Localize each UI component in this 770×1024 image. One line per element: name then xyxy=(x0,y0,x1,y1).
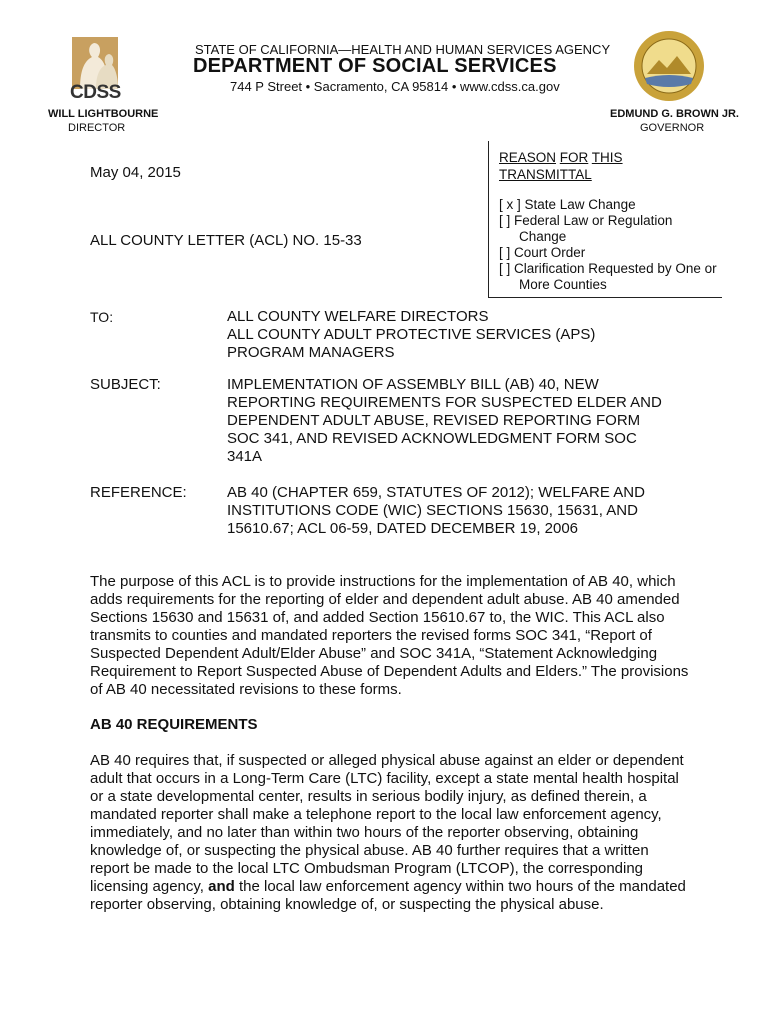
logo-text: CDSS xyxy=(70,82,121,103)
reason-word-3: THIS xyxy=(591,150,623,165)
director-title: DIRECTOR xyxy=(68,122,126,134)
paragraph-requirements-emphasis: and xyxy=(208,878,235,895)
agency-line: STATE OF CALIFORNIA—HEALTH AND HUMAN SERVICES AGENCY xyxy=(195,42,611,57)
section-heading: AB 40 REQUIREMENTS xyxy=(90,716,258,733)
reason-list xyxy=(499,197,719,293)
reason-word-1: REASON xyxy=(499,150,557,165)
paragraph-requirements-part-2: the local law enforcement agency within two hours of the mandated reporter observing, obtaining knowledge of, or suspecting the physical abuse. xyxy=(90,878,686,913)
paragraph-requirements-part-1: AB 40 requires that, if suspected or alleged physical abuse against an elder or dependent adult that occurs in a Long-Term Care (LTC) facility, except a state mental health hospital or a state developmental center, results in serious bodily injury, as defined therein, a mandated reporter shall make a telephone report to the local law enforcement agency, immediately, and no later than within two hours of the reporter observing, obtaining knowledge of, or suspecting the physical abuse. AB 40 further requires that a written report be made to the local LTC Ombudsman Program (LTCOP), the corresponding licensing agency, xyxy=(90,752,684,895)
reference-value: AB 40 (CHAPTER 659, STATUTES OF 2012); WELFARE AND INSTITUTIONS CODE (WIC) SECTIONS 15630, 15631, AND 15610.67; ACL 06-59, DATED DECEMBER 19, 2006 xyxy=(227,484,645,537)
to-value xyxy=(227,308,697,362)
department-title: DEPARTMENT OF SOCIAL SERVICES xyxy=(193,55,557,77)
address-line: 744 P Street • Sacramento, CA 95814 • www.cdss.ca.gov xyxy=(230,79,560,94)
subject-label: SUBJECT: xyxy=(90,376,161,393)
reason-for-transmittal-box xyxy=(488,141,722,298)
reason-item-state-law: [ x ] State Law Change xyxy=(499,197,636,212)
paragraph-requirements xyxy=(90,752,690,914)
to-label: TO: xyxy=(90,309,114,325)
reference-label: REFERENCE: xyxy=(90,484,187,501)
reason-word-2: FOR xyxy=(559,150,589,165)
reason-item-clarification: [ ] Clarification Requested by One or More Counties xyxy=(499,261,717,292)
reason-header xyxy=(499,149,623,183)
to-value-line-1: ALL COUNTY WELFARE DIRECTORS xyxy=(227,308,489,325)
reason-item-federal-law: [ ] Federal Law or Regulation Change xyxy=(499,213,673,244)
reason-item-court-order: [ ] Court Order xyxy=(499,245,586,260)
subject-value: IMPLEMENTATION OF ASSEMBLY BILL (AB) 40, NEW REPORTING REQUIREMENTS FOR SUSPECTED ELDER AND DEPENDENT ADULT ABUSE, REVISED REPORTING FORM SOC 341, AND REVISED ACKNOWLEDGMENT FORM SOC 341A xyxy=(227,376,662,465)
governor-name: EDMUND G. BROWN JR. xyxy=(610,108,739,120)
to-value-line-2: ALL COUNTY ADULT PROTECTIVE SERVICES (APS) PROGRAM MANAGERS xyxy=(227,326,596,361)
reason-word-4: TRANSMITTAL xyxy=(499,167,592,182)
letter-date: May 04, 2015 xyxy=(90,164,181,181)
state-seal-icon xyxy=(633,30,705,102)
governor-title: GOVERNOR xyxy=(640,122,705,134)
acl-number: ALL COUNTY LETTER (ACL) NO. 15-33 xyxy=(90,232,362,249)
director-name: WILL LIGHTBOURNE xyxy=(48,108,159,120)
paragraph-purpose: The purpose of this ACL is to provide instructions for the implementation of AB 40, which adds requirements for the reporting of elder and dependent adult abuse. AB 40 amended Sections 15630 and 15631 of, and added Section 15610.67 to, the WIC. This ACL also transmits to counties and mandated reporters the revised forms SOC 341, “Report of Suspected Dependent Adult/Elder Abuse” and SOC 341A, “Statement Acknowledging Requirement to Report Suspected Abuse of Dependent Adults and Elders.” The provisions of AB 40 necessitated revisions to these forms. xyxy=(90,573,689,698)
